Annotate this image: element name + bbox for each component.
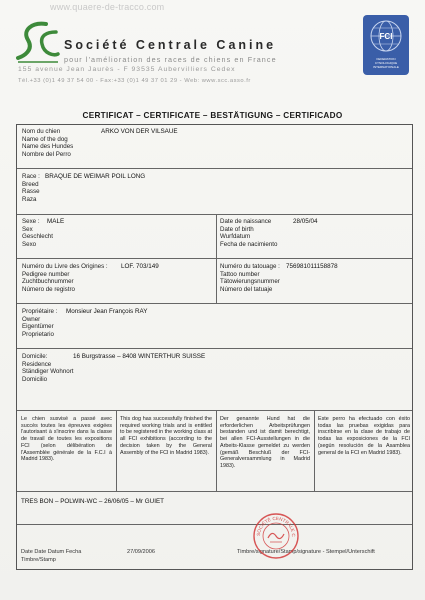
svg-text:INTERNATIONALE: INTERNATIONALE	[373, 65, 399, 69]
breed-value: BRAQUE DE WEIMAR POIL LONG	[45, 173, 146, 180]
dob-value: 28/05/04	[293, 218, 318, 225]
svg-text:FEDERATION: FEDERATION	[376, 57, 396, 61]
breed-labels: Race : Breed Rasse Raza	[22, 173, 40, 203]
pedigree-labels: Numéro du Livre des Origines : Pedigree number Zuchtbuchnummer Número de registro	[22, 263, 108, 293]
org-phone: Tél.+33 (0)1 49 37 54 00 - Fax:+33 (0)1 49 37 01 29 - Web: www.scc.asso.fr	[18, 78, 251, 84]
fci-logo-icon	[362, 14, 410, 76]
signature-label: Timbre/signature/Stamp/signature - Stempel/Unterschift	[237, 549, 375, 555]
fci-abbr: FCI	[379, 32, 393, 41]
owner-value: Monsieur Jean François RAY	[66, 308, 148, 315]
stamp-label: Timbre/Stamp	[21, 557, 56, 563]
org-tagline: pour l'amélioration des races de chiens en France	[64, 55, 277, 64]
paragraph-fr: Le chien susvisé a passé avec succès toutes les épreuves exigées l'autorisant à s'inscrire dans la classe de travail de toutes les expositions FCI (selon délibération de l'Assemblée générale de la F.C.I à Madrid 1983).	[21, 416, 112, 463]
domicile-labels: Domicile: Residence Ständiger Wohnort Domicilio	[22, 353, 74, 383]
paragraph-de: Der genannte Hund hat die erforderlichen Arbeitsprüfungen bestanden und ist damit berechtigt, bei allen FCI-Ausstellungen in die Arbeits-Klasse gemeldet zu werden (gemäß Beschluß der FCI-Generalversammlung in Madrid 1983).	[220, 416, 310, 469]
tattoo-value: 756981011158878	[286, 263, 338, 270]
official-stamp-icon	[252, 512, 300, 560]
tattoo-labels: Numéro du tatouage : Tattoo number Tätowierungsnummer Número del tatuaje	[220, 263, 280, 293]
result-line: TRES BON – POLWIN-WC – 26/06/05 – Mr GUIET	[21, 498, 164, 505]
sex-value: MALE	[47, 218, 65, 225]
org-name: Société Centrale Canine	[64, 38, 277, 52]
dog-name-value: ARKO VON DER VILSAUE	[101, 128, 178, 135]
certificate-frame	[16, 124, 413, 570]
dob-labels: Date de naissance Date of birth Wurfdatum Fecha de nacimiento	[220, 218, 278, 248]
date-value: 27/09/2006	[127, 549, 155, 555]
date-labels: Date Date Datum Fecha	[21, 549, 82, 555]
dog-name-labels: Nom du chien Name of the dog Name des Hundes Nombre del Perro	[22, 128, 74, 158]
svg-text:CYNOLOGIQUE: CYNOLOGIQUE	[374, 61, 398, 65]
owner-labels: Propriétaire : Owner Eigentümer Proprietario	[22, 308, 58, 338]
domicile-value: 16 Burgstrasse – 8408 WINTERTHUR SUISSE	[73, 353, 206, 360]
paragraph-en: This dog has successfully finished the required working trials and is entitled to be registered in the working class at all FCI exhibitions (according to the decision taken by the General Assembly of the FCI in Madrid 1983).	[120, 416, 212, 456]
paragraph-es: Este perro ha efectuado con éxito todas las pruebas exigidas para inscribirse en la clase de trabajo de todas las exposiciones de la FCI (según resolución de la Asamblea general de la FCI en Madrid 1983).	[318, 416, 410, 456]
watermark: www.quaere-de-tracco.com	[50, 2, 165, 12]
pedigree-value: LOF. 703/149	[121, 263, 159, 270]
scc-logo-icon	[14, 18, 60, 64]
certificate-title: CERTIFICAT – CERTIFICATE – BESTÄTIGUNG – CERTIFICADO	[82, 111, 343, 120]
org-address: 155 avenue Jean Jaurès - F 93535 Aubervilliers Cedex	[18, 66, 236, 73]
sex-labels: Sexe : Sex Geschlecht Sexo	[22, 218, 53, 248]
stamp-text: SOCIÉTÉ CENTRALE C	[255, 515, 297, 537]
